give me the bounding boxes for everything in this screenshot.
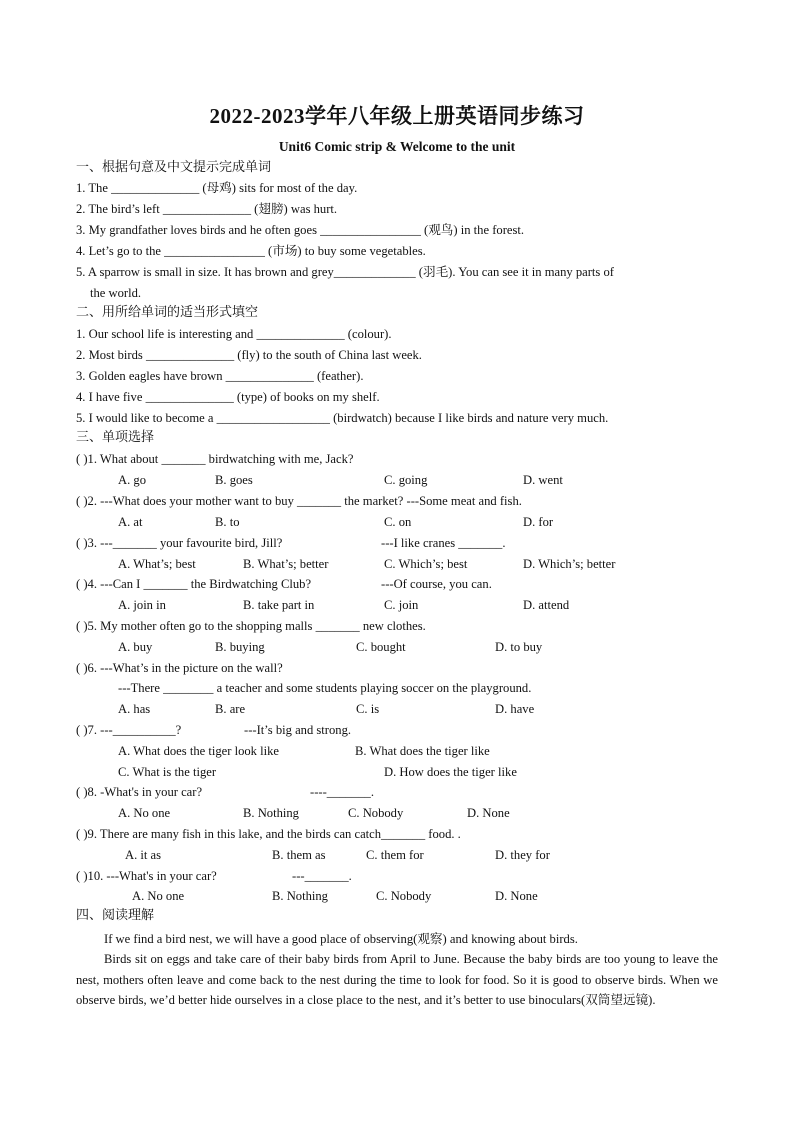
option-b: B. Nothing — [243, 806, 299, 820]
mc-question-stem: ( )7. ---__________? — [76, 723, 182, 737]
option-d: D. None — [495, 889, 538, 903]
question-line: 2. The bird’s left ______________ (翅膀) was hurt. — [76, 202, 338, 216]
question-line: 5. A sparrow is small in size. It has brown and grey_____________ (羽毛). You can see it in many parts of — [76, 265, 614, 279]
mc-question-stem: ( )10. ---What's in your car? — [76, 869, 217, 883]
option-a: A. What does the tiger look like — [118, 744, 280, 758]
option-d: D. to buy — [495, 640, 543, 654]
page-title: 2022-2023学年八年级上册英语同步练习 — [209, 104, 585, 128]
option-a: A. No one — [132, 889, 185, 903]
option-b: B. them as — [272, 848, 326, 862]
option-d: D. for — [523, 515, 554, 529]
option-b: B. are — [215, 702, 246, 716]
question-line: 5. I would like to become a __________________ (birdwatch) because I like birds and nature very much. — [76, 411, 609, 425]
option-c: C. Nobody — [376, 889, 432, 903]
option-d: D. attend — [523, 598, 570, 612]
question-line: 4. Let’s go to the ________________ (市场) to buy some vegetables. — [76, 244, 426, 258]
mc-question-reply: ---It’s big and strong. — [244, 723, 352, 737]
option-a: A. No one — [118, 806, 171, 820]
option-a: A. join in — [118, 598, 166, 612]
question-line: 3. My grandfather loves birds and he often goes ________________ (观鸟) in the forest. — [76, 223, 525, 237]
question-line: 1. Our school life is interesting and ______________ (colour). — [76, 327, 392, 341]
option-b: B. take part in — [243, 598, 315, 612]
section-heading-2: 二、用所给单词的适当形式填空 — [76, 305, 259, 320]
question-line: 1. The ______________ (母鸡) sits for most of the day. — [76, 181, 358, 195]
option-d: D. they for — [495, 848, 550, 862]
section-heading-4: 四、阅读理解 — [76, 908, 155, 923]
option-a: A. it as — [125, 848, 162, 862]
option-b: B. What’s; better — [243, 557, 329, 571]
option-c: C. on — [384, 515, 412, 529]
page-subtitle: Unit6 Comic strip & Welcome to the unit — [278, 139, 516, 154]
option-c: C. going — [384, 473, 428, 487]
mc-question-stem: ( )3. ---_______ your favourite bird, Jill? — [76, 536, 283, 550]
mc-question-reply: ----_______. — [310, 785, 375, 799]
option-d: D. How does the tiger like — [384, 765, 517, 779]
option-c: C. Which’s; best — [384, 557, 468, 571]
mc-question-reply: ---_______. — [292, 869, 352, 883]
option-b: B. goes — [215, 473, 253, 487]
option-c: C. Nobody — [348, 806, 404, 820]
question-line: 4. I have five ______________ (type) of books on my shelf. — [76, 390, 380, 404]
option-a: A. What’s; best — [118, 557, 196, 571]
option-a: A. go — [118, 473, 146, 487]
option-d: D. went — [523, 473, 563, 487]
option-c: C. is — [356, 702, 380, 716]
option-d: D. have — [495, 702, 535, 716]
option-b: B. buying — [215, 640, 265, 654]
option-b: B. Nothing — [272, 889, 328, 903]
mc-question-stem: ( )4. ---Can I _______ the Birdwatching Club? — [76, 577, 312, 591]
mc-question-reply: ---I like cranes _______. — [381, 536, 506, 550]
option-b: B. What does the tiger like — [355, 744, 490, 758]
option-c: C. join — [384, 598, 419, 612]
option-d: D. None — [467, 806, 510, 820]
mc-question-reply: ---Of course, you can. — [381, 577, 492, 591]
option-c: C. bought — [356, 640, 406, 654]
option-a: A. buy — [118, 640, 153, 654]
mc-question-stem: ( )8. -What's in your car? — [76, 785, 203, 799]
reading-paragraph-2: Birds sit on eggs and take care of their baby birds from April to June. Because the baby birds are too young to leave the nest, mothers often leave and come back to the nest during the time to look for food. So it is good to observe birds. When we observe birds, we’d better hide ourselves in a close place to the nest, and it’s better to use binoculars(双筒望远镜). — [76, 952, 718, 1007]
mc-question-stem: ( )6. ---What’s in the picture on the wall? — [76, 661, 283, 675]
section-heading-1: 一、根据句意及中文提示完成单词 — [76, 160, 272, 175]
question-line: 2. Most birds ______________ (fly) to the south of China last week. — [76, 348, 422, 362]
mc-question-stem-line2: ---There ________ a teacher and some students playing soccer on the playground. — [118, 681, 532, 695]
section-heading-3: 三、单项选择 — [76, 430, 155, 445]
option-d: D. Which’s; better — [523, 557, 616, 571]
mc-question-stem: ( )1. What about _______ birdwatching with me, Jack? — [76, 452, 354, 466]
option-a: A. at — [118, 515, 143, 529]
option-c: C. them for — [366, 848, 424, 862]
question-line-continued: the world. — [90, 286, 142, 300]
reading-paragraph-1: If we find a bird nest, we will have a good place of observing(观察) and knowing about birds. — [104, 932, 578, 946]
question-line: 3. Golden eagles have brown ______________ (feather). — [76, 369, 364, 383]
option-a: A. has — [118, 702, 151, 716]
mc-question-stem: ( )2. ---What does your mother want to buy _______ the market? ---Some meat and fish. — [76, 494, 522, 508]
option-b: B. to — [215, 515, 240, 529]
mc-question-stem: ( )5. My mother often go to the shopping malls _______ new clothes. — [76, 619, 426, 633]
option-c: C. What is the tiger — [118, 765, 217, 779]
mc-question-stem: ( )9. There are many fish in this lake, and the birds can catch_______ food. . — [76, 827, 461, 841]
